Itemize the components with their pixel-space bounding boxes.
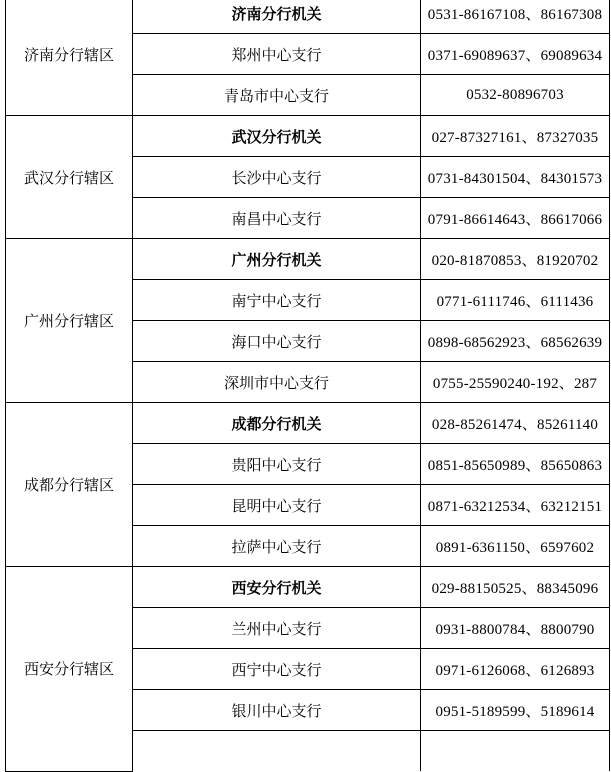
sub-branch-cell: 南宁中心支行 (133, 280, 421, 321)
phone-cell: 027-87327161、87327035 (421, 116, 610, 157)
phone-cell: 028-85261474、85261140 (421, 403, 610, 444)
branch-office-cell: 济南分行机关 (133, 0, 421, 34)
phone-cell: 0791-86614643、86617066 (421, 198, 610, 239)
phone-cell: 029-88150525、88345096 (421, 567, 610, 608)
phone-cell: 0771-6111746、6111436 (421, 280, 610, 321)
sub-branch-cell: 昆明中心支行 (133, 485, 421, 526)
sub-branch-cell: 兰州中心支行 (133, 608, 421, 649)
sub-branch-cell: 贵阳中心支行 (133, 444, 421, 485)
branch-office-cell: 武汉分行机关 (133, 116, 421, 157)
phone-cell: 0531-86167108、86167308 (421, 0, 610, 34)
region-cell: 西安分行辖区 (6, 567, 133, 772)
region-cell: 济南分行辖区 (6, 0, 133, 116)
phone-cell: 0951-5189599、5189614 (421, 690, 610, 731)
sub-branch-cell: 拉萨中心支行 (133, 526, 421, 567)
table-row (6, 239, 610, 280)
phone-cell: 0898-68562923、68562639 (421, 321, 610, 362)
phone-cell: 020-81870853、81920702 (421, 239, 610, 280)
sub-branch-cell: 青岛市中心支行 (133, 75, 421, 116)
sub-branch-cell: 西宁中心支行 (133, 649, 421, 690)
region-cell: 武汉分行辖区 (6, 116, 133, 239)
phone-cell (421, 731, 610, 772)
table-row (6, 116, 610, 157)
branch-office-cell: 成都分行机关 (133, 403, 421, 444)
phone-cell: 0971-6126068、6126893 (421, 649, 610, 690)
phone-cell: 0731-84301504、84301573 (421, 157, 610, 198)
phone-cell: 0851-85650989、85650863 (421, 444, 610, 485)
region-cell: 成都分行辖区 (6, 403, 133, 567)
phone-cell: 0891-6361150、6597602 (421, 526, 610, 567)
phone-cell: 0871-63212534、63212151 (421, 485, 610, 526)
table-body (6, 0, 610, 771)
phone-cell: 0532-80896703 (421, 75, 610, 116)
sub-branch-cell: 银川中心支行 (133, 690, 421, 731)
branch-contact-table (5, 0, 610, 772)
table-row (6, 403, 610, 444)
phone-cell: 0755-25590240-192、287 (421, 362, 610, 403)
phone-cell: 0931-8800784、8800790 (421, 608, 610, 649)
table-row (6, 0, 610, 34)
table-row (6, 567, 610, 608)
sub-branch-cell (133, 731, 421, 772)
sub-branch-cell: 郑州中心支行 (133, 34, 421, 75)
branch-office-cell: 广州分行机关 (133, 239, 421, 280)
region-cell: 广州分行辖区 (6, 239, 133, 403)
sub-branch-cell: 海口中心支行 (133, 321, 421, 362)
sub-branch-cell: 长沙中心支行 (133, 157, 421, 198)
phone-cell: 0371-69089637、69089634 (421, 34, 610, 75)
sub-branch-cell: 南昌中心支行 (133, 198, 421, 239)
sub-branch-cell: 深圳市中心支行 (133, 362, 421, 403)
branch-office-cell: 西安分行机关 (133, 567, 421, 608)
